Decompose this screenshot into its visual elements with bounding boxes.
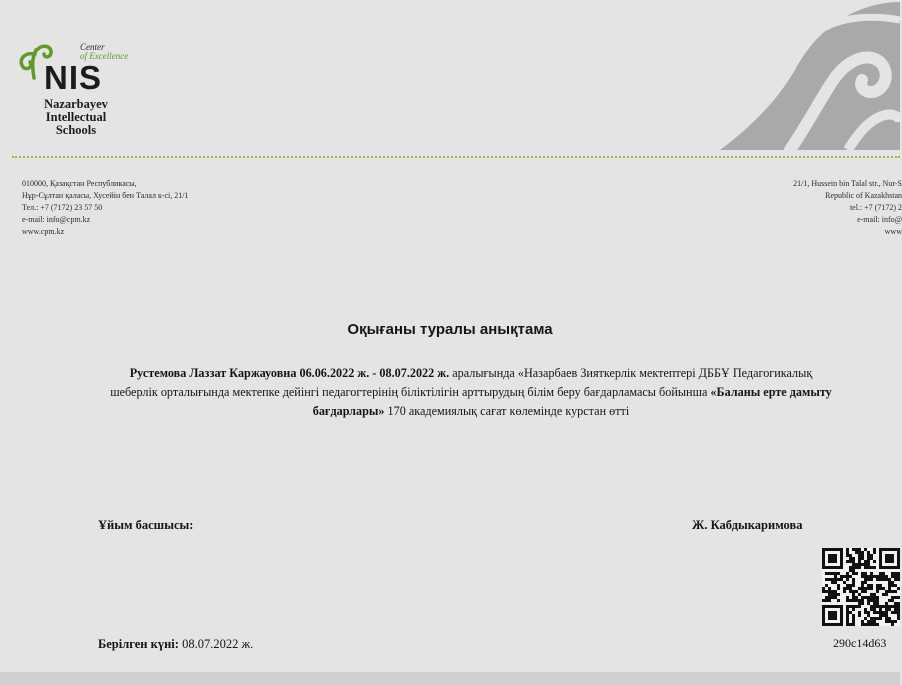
certificate-body	[110, 364, 832, 421]
address-line: 010000, Қазақстан Республикасы,	[22, 179, 137, 188]
logo-excellence-text: of Excellence	[80, 51, 129, 61]
header-divider	[12, 156, 900, 158]
address-phone: tel.: +7 (7172) 2	[849, 203, 902, 212]
bottom-edge	[0, 672, 900, 685]
address-email: e-mail: info@cpm.kz	[22, 215, 91, 224]
address-line: Нұр-Сұлтан қаласы, Хусейін бен Талал к-сі, 21/1	[22, 191, 189, 200]
document-title: Оқығаны туралы анықтама	[347, 321, 553, 338]
logo-center-text: Center	[80, 42, 105, 52]
logo-name-line: Schools	[55, 123, 97, 137]
address-website: www.cpm.kz	[22, 227, 65, 236]
recipient-and-dates: Рустемова Лаззат Каржауовна 06.06.2022 ж. - 08.07.2022 ж.	[129, 366, 450, 380]
document-code: 290c14d63	[833, 636, 887, 650]
signatory-label: Ұйым басшысы:	[98, 518, 194, 532]
issue-date-label: Берілген күні:	[98, 637, 179, 651]
address-line: 21/1, Hussein bin Talal str., Nur-S	[793, 179, 902, 188]
ornament-swirl-icon	[720, 0, 900, 150]
signatory-name: Ж. Кабдыкаримова	[692, 518, 803, 532]
address-phone: Тел.: +7 (7172) 23 57 50	[22, 203, 103, 212]
address-block-left	[22, 178, 189, 238]
qr-code-icon	[822, 547, 900, 627]
address-block-right	[793, 178, 902, 238]
body-text-part: 170 академиялық сағат көлемінде курстан өтті	[384, 404, 630, 418]
nis-logo	[14, 40, 134, 145]
logo-acronym: NIS	[44, 59, 103, 96]
program-name: «Баланы ерте дамыту бағдарлары»	[312, 385, 832, 418]
logo-name-line: Intellectual	[45, 110, 107, 124]
logo-name-line: Nazarbayev	[44, 97, 108, 111]
address-email: e-mail: info@	[857, 215, 902, 224]
issue-date-value: 08.07.2022 ж.	[178, 637, 254, 651]
body-text-part: аралығында «Назарбаев Зияткерлік мектептері ДББҰ Педагогикалық шеберлік орталығында мектепке дейінгі педагогтерінің біліктілігін арттырудың білім беру бағдарламасы бойынша	[110, 366, 813, 399]
address-line: Republic of Kazakhstan	[825, 191, 902, 200]
address-website: www	[884, 227, 902, 236]
issue-date	[98, 637, 253, 652]
logo-name	[36, 98, 116, 137]
